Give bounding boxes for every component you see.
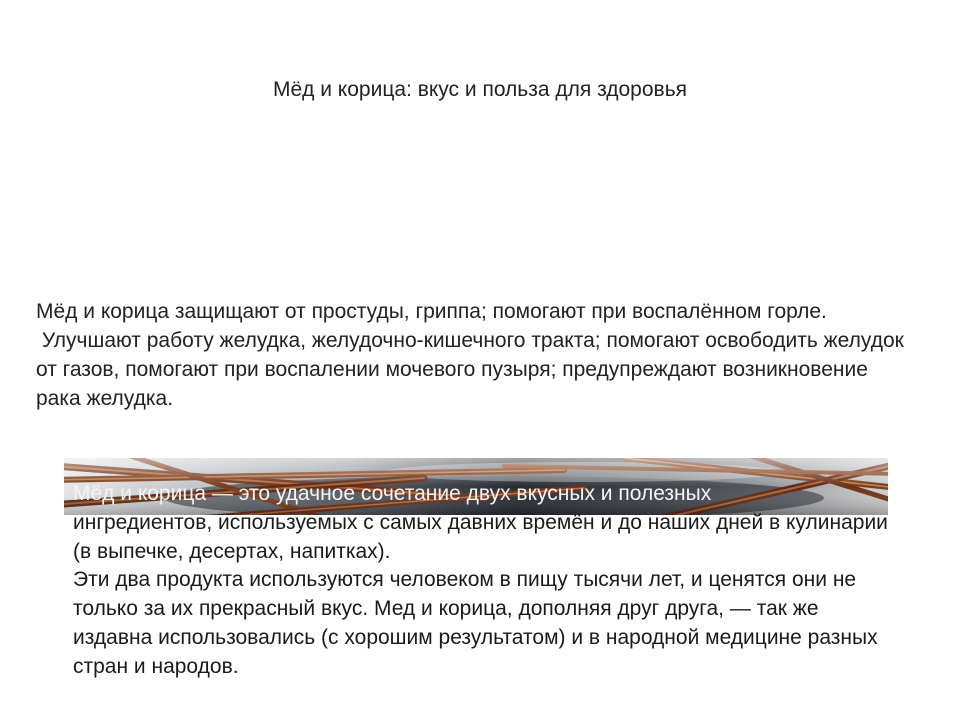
slide-title: Мёд и корица: вкус и польза для здоровья [272, 78, 688, 101]
intro-text-block [36, 297, 916, 413]
body-paragraph-2: Эти два продукта используются человеком в пищу тысячи лет, и ценятся они не только за их прекрасный вкус. Мед и корица, дополняя друг друга, — так же издавна использовались (с хорошим результатом) и в народной медицине разных стран и народов. [73, 568, 878, 678]
body-paragraph-1: ингредиентов, используемых с самых давних времён и до наших дней в кулинарии (в выпечке, десертах, напитках). [73, 510, 888, 563]
intro-paragraph-2: Улучшают работу желудка, желудочно-кишечного тракта; помогают освободить желудок от газов, помогают при воспалении мочевого пузыря; предупреждают возникновение рака желудка. [36, 329, 910, 410]
body-first-line: Мёд и корица — это удачное сочетание двух вкусных и полезных [73, 482, 712, 505]
main-text-block [73, 480, 903, 682]
intro-paragraph-1: Мёд и корица защищают от простуды, гриппа; помогают при воспалённом горле. [36, 300, 827, 323]
